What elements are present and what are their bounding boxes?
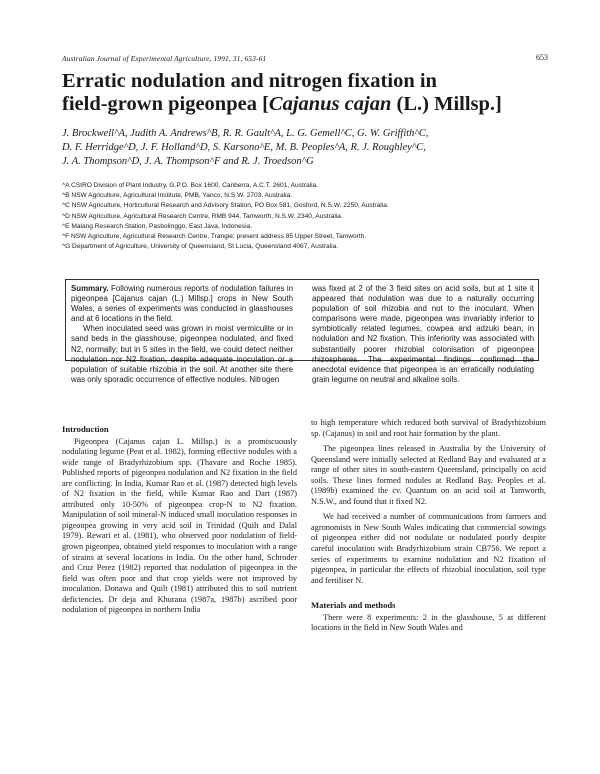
affiliation: ^G Department of Agriculture, University of Queensland, St Lucia, Queensland 4067, Australia.	[62, 243, 339, 251]
title-line-2	[62, 93, 542, 116]
body-paragraph: to high temperature which reduced both survival of Bradyrhizobium sp. (Cajanus) in soil and root hair formation by the plant.	[311, 418, 546, 438]
article-title	[62, 70, 542, 116]
abstract-right-column	[312, 284, 534, 385]
journal-citation: Australian Journal of Experimental Agriculture, 1991, 31, 653-61	[62, 54, 267, 63]
affiliation: ^E Malang Research Station, Pasbolinggo, East Java, Indonesia.	[62, 222, 253, 230]
body-right-column	[311, 418, 546, 639]
author-line: J. A. Thompson^D, J. A. Thompson^F and R. J. Troedson^G	[62, 156, 314, 167]
abstract-paragraph: When inoculated seed was grown in moist vermiculite or in sand beds in the glasshouse, pigeonpea nodulated, and fixed N2, normally; but in 5 sites in the field, we could detect neither nodulation nor N2 fixation, despite adequate inoculation or a population of suitable rhizobia in the soil. At another site there was only sporadic occurrence of effective nodules. Nitrogen	[71, 324, 293, 384]
author-list	[62, 127, 552, 169]
affiliation-list	[62, 181, 552, 252]
title-line-1: Erratic nodulation and nitrogen fixation in	[62, 70, 437, 92]
affiliation: ^C NSW Agriculture, Horticultural Research and Advisory Station, PO Box 581, Gosford, N.S.W. 2250, Australia.	[62, 202, 389, 210]
abstract-label: Summary.	[71, 284, 109, 293]
abstract-left-column	[71, 284, 293, 385]
body-paragraph: We had received a number of communications from farmers and agronomists in New South Wales indicating that commercial sowings of pigeonpea either did not nodulate or nodulated poorly despite careful inoculation with Bradyrhizobium strain CB756. We report a series of experiments to examine nodulation and N2 fixation of pigeonpea, in particular the effects of rhizobial inoculation, soil type and fertiliser N.	[311, 512, 546, 585]
body-paragraph: There were 8 experiments: 2 in the glasshouse, 5 at different locations in the field in New South Wales and	[311, 612, 546, 633]
author-line: J. Brockwell^A, Judith A. Andrews^B, R. R. Gault^A, L. G. Gemell^C, G. W. Griffith^C,	[62, 128, 429, 139]
body-paragraph: Pigeonpea (Cajanus cajan L. Millsp.) is a promiscuously nodulating legume (Peat et al. 1982), forming effective nodules with a wide range of Bradyrhizobium spp. (Thavare and Roche 1985). Published reports of pigeonpea nodulation and N2 fixation in the field are conflicting. In India, Kumar Rao et al. (1987) detected high levels of N2 fixation in the field, while Kumar Rao and Dart (1987) attributed only 10-50% of pigeonpea crop-N to N2 fixation. Manipulation of soil mineral-N induced small inoculation responses in pigeonpea growing in very acid soil in Trinidad (Quilt and Dalal 1979). Rewari et al. (1981), who observed poor nodulation of field-grown pigeonpea, obtained yield responses to inoculation with a range of strains at several locations in India. On the other hand, Schroder and Cruz Perez (1982) reported that nodulation of pigeonpea in the field was often poor and that crop yields were not improved by inoculation. Donawa and Quilt (1981) attributed this to soil nutrient deficiencies. Dr deja and Khurana (1987a, 1987b) ascribed poor nodulation of pigeonpea in northern India	[62, 436, 297, 615]
page-number: 653	[536, 53, 548, 62]
abstract-paragraph: was fixed at 2 of the 3 field sites on acid soils, but at 1 site it appeared that nodulation was due to a naturally occurring population of soil rhizobia and not to the inoculant. When comparisons were made, pigeonpea was invariably inferior to symbiotically related legumes, cowpea and adzuki bean, in nodulation and N2 fixation. This inferiority was associated with substantially poorer rhizobial colonisation of pigeonpea rhizospheres. The experimental findings confirmed the anecdotal evidence that pigeonpea is an erratically nodulating grain legume on neutral and alkaline soils.	[312, 284, 534, 384]
affiliation: ^B NSW Agriculture, Agricultural Institute, PMB, Yanco, N.S.W. 2703, Australia.	[62, 192, 293, 200]
affiliation: ^D NSW Agriculture, Agricultural Research Centre, RMB 944, Tamworth, N.S.W. 2340, Australia.	[62, 212, 343, 220]
body-paragraph: The pigeonpea lines released in Australia by the University of Queensland were initially selected at Redland Bay and evaluated at a range of other sites in south-eastern Queensland, principally on acid soils. These lines formed nodules at Redland Bay. Peoples et al. (1989b) examined the cv. Quantum on an acid soil at Tamworth, N.S.W., and found that it fixed N2.	[311, 444, 546, 506]
section-heading-introduction: Introduction	[62, 424, 109, 434]
affiliation: ^F NSW Agriculture, Agricultural Research Centre, Trangie; present address 85 Upper Street, Tamworth.	[62, 233, 367, 241]
section-heading-methods: Materials and methods	[311, 600, 396, 611]
abstract-text: Following numerous reports of nodulation failures in pigeonpea [Cajanus cajan (L.) Millsp.] crops in New South Wales, a series of experiments was conducted in glasshouses and at 6 locations in the field.	[71, 284, 293, 324]
title-species-name: Cajanus cajan	[268, 93, 392, 115]
title-line-2-prefix: field-grown pigeonpea [	[62, 93, 269, 115]
author-line: D. F. Herridge^D, J. F. Holland^D, S. Karsono^E, M. B. Peoples^A, R. J. Roughley^C,	[62, 142, 426, 153]
body-left-column	[62, 424, 297, 621]
abstract-paragraph	[71, 284, 293, 324]
affiliation: ^A CSIRO Division of Plant Industry, G.P.O. Box 1600, Canberra, A.C.T. 2601, Australia.	[62, 182, 319, 189]
title-line-2-suffix: (L.) Millsp.]	[391, 93, 502, 115]
